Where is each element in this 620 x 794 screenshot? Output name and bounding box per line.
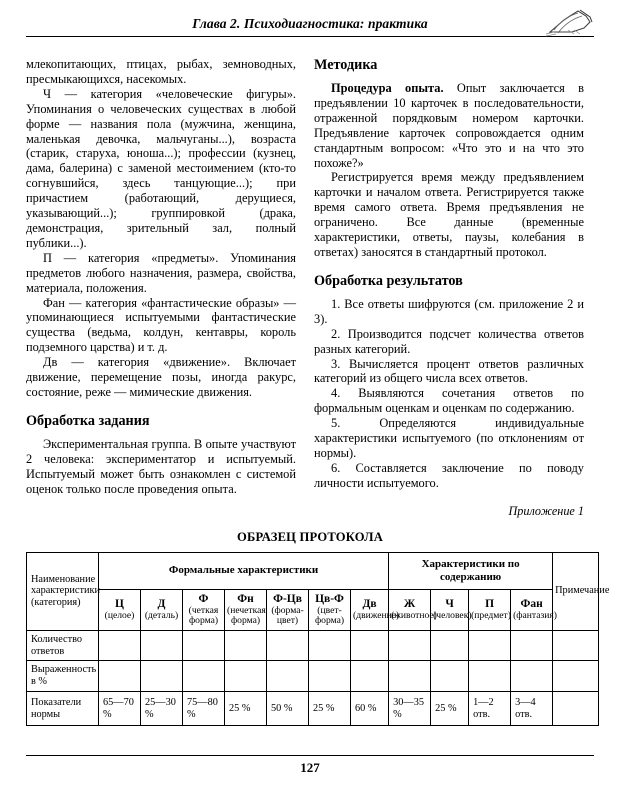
cell [267, 661, 309, 692]
cell: 50 % [267, 692, 309, 726]
page-footer [26, 755, 594, 776]
cell [469, 630, 511, 661]
column-code: Фн [237, 592, 254, 605]
hand-writing-icon [544, 8, 596, 38]
header-divider [26, 36, 594, 37]
paragraph: Экспериментальная группа. В опыте участвуют 2 человека: экспериментатор и испытуемый. Испытуемый может быть ознакомлен с системой оценок только после проведения опыта. [26, 436, 296, 496]
cell [141, 630, 183, 661]
paragraph: Регистрируется время между предъявлением карточки и началом ответа. Регистрируется также время самого ответа. Время предъявления не ограничено. Все данные (временные характеристики, ответы, паузы, колебания в ответах) заносятся в стандартный протокол. [314, 170, 584, 259]
cell [389, 661, 431, 692]
cell: 3—4 отв. [511, 692, 553, 726]
list-item: 6. Составляется заключение по поводу личности испытуемого. [314, 460, 584, 490]
list-item: 1. Все ответы шифруются (см. приложение 2 и 3). [314, 296, 584, 326]
column-name: (животное) [391, 609, 437, 621]
running-head: Глава 2. Психодиагностика: практика [192, 16, 428, 31]
paragraph: П — категория «предметы». Упоминания предметов любого назначения, размера, свойства, материала, положения. [26, 250, 296, 295]
cell: 25 % [309, 692, 351, 726]
cell [351, 661, 389, 692]
cell [309, 661, 351, 692]
cell: 30—35 % [389, 692, 431, 726]
header-cell-col-1 [141, 589, 183, 630]
cell [469, 661, 511, 692]
page-number: 127 [300, 760, 320, 775]
paragraph-lead: Процедура опыта. [331, 81, 444, 95]
list-item: 5. Определяются индивидуальные характеристики испытуемого (по отклонениям от нормы). [314, 416, 584, 460]
cell: 1—2 отв. [469, 692, 511, 726]
list-item: 4. Выявляются сочетания ответов по формальным оценкам и оценкам по содержанию. [314, 386, 584, 416]
cell: 25 % [225, 692, 267, 726]
column-code: Цв-Ф [315, 592, 344, 605]
header-cell-col-10 [511, 589, 557, 630]
cell [141, 661, 183, 692]
cell [511, 630, 553, 661]
cell [431, 630, 469, 661]
column-name: (цвет-форма) [314, 604, 345, 627]
list-item: 2. Производится подсчет количества ответов разных категорий. [314, 326, 584, 356]
cell: 25—30 % [141, 692, 183, 726]
paragraph: Ч — категория «человеческие фигуры». Упоминания о человеческих существах в любой форме — названия пола (мужчина, женщина, маленькая девочка, мальчуганы...), возраста (старик, старуха, юноша...); профессии (кузнец, дама, балерина) с заменой местоимением (кто-то согнувшийся, здесь танцующие...); при причастием (работающий, дерущиеся, указывающий...); группировкой (драка, демонстрация, зрительный зал, полный публики...). [26, 86, 296, 250]
cell [431, 661, 469, 692]
table-row [27, 630, 599, 661]
right-column [314, 57, 584, 519]
header-cell-col-4 [267, 589, 309, 630]
cell: 25 % [431, 692, 469, 726]
list-item: 3. Вычисляется процент ответов различных категорий из общего числа всех ответов. [314, 356, 584, 386]
left-column [26, 57, 296, 519]
column-code: Ж [403, 597, 416, 610]
row-label: Выраженность в % [27, 661, 99, 692]
body-columns [26, 57, 594, 519]
cell [389, 630, 431, 661]
section-heading-task-processing: Обработка задания [26, 412, 150, 429]
cell-note [553, 692, 599, 726]
row-label: Показатели нормы [27, 692, 99, 726]
column-code: Ф [198, 592, 209, 605]
cell [183, 661, 225, 692]
row-label: Количество ответов [27, 630, 99, 661]
column-code: Ц [115, 597, 124, 610]
column-code: Дв [362, 597, 377, 610]
column-name: (фантазия) [513, 609, 557, 621]
column-name: (целое) [104, 609, 135, 621]
header-cell-col-6 [351, 589, 400, 630]
header-cell-col-9 [469, 589, 511, 630]
paragraph: млекопитающих, птицах, рыбах, земноводных, пресмыкающихся, насекомых. [26, 57, 296, 86]
cell [511, 661, 553, 692]
protocol-table [26, 552, 610, 726]
column-name: (движение) [353, 609, 400, 621]
header-cell-col-3 [225, 589, 267, 630]
cell [99, 630, 141, 661]
column-name: (нечеткая форма) [227, 604, 266, 627]
table-header-row [27, 552, 599, 589]
cell [267, 630, 309, 661]
header-cell-formal-group: Формальные характеристики [99, 552, 389, 589]
column-code: Фан [520, 597, 543, 610]
header-cell-col-5 [309, 589, 351, 630]
cell [309, 630, 351, 661]
cell: 75—80 % [183, 692, 225, 726]
cell-note [553, 661, 599, 692]
column-code: Ф-Цв [273, 592, 302, 605]
table-row [27, 692, 599, 726]
cell [183, 630, 225, 661]
table-subheader-row [27, 589, 599, 630]
column-code: Д [157, 597, 166, 610]
section-heading-results-processing: Обработка результатов [314, 272, 463, 289]
paragraph: Дв — категория «движение». Включает движение, перемещение позы, иногда ракурс, состояние, реже — мимические движения. [26, 355, 296, 399]
cell [351, 630, 389, 661]
cell: 60 % [351, 692, 389, 726]
header-cell-col-2 [183, 589, 225, 630]
cell [225, 661, 267, 692]
paragraph: Фан — категория «фантастические образы» — упоминающиеся испытуемыми фантастические существа (ведьма, колдун, кентавры, король подземного царства) и т. д. [26, 295, 296, 355]
header-cell-note: Примечание [553, 552, 599, 630]
column-code: П [485, 597, 495, 610]
paragraph: Процедура опыта. Опыт заключается в предъявлении 10 карточек в последовательности, отраженной порядковым номером карточки. Предъявление карточек сопровождается одним стандартным вопросом: «Что это и на что это похоже?» [314, 81, 584, 170]
header-cell-category: Наименование характеристики (категория) [27, 552, 99, 630]
footer-divider [26, 755, 594, 756]
column-name: (предмет) [471, 609, 511, 621]
protocol-title: ОБРАЗЕЦ ПРОТОКОЛА [236, 529, 384, 544]
section-heading-method: Методика [314, 57, 378, 73]
column-name: (форма-цвет) [271, 604, 304, 627]
header-cell-content-group: Характеристики по содержанию [389, 552, 553, 589]
column-name: (деталь) [144, 609, 179, 621]
column-name: (четкая форма) [188, 604, 219, 627]
cell [225, 630, 267, 661]
cell-note [553, 630, 599, 661]
appendix-label: Приложение 1 [508, 503, 584, 518]
cell [99, 661, 141, 692]
column-name: (человек) [433, 609, 472, 621]
page-header [26, 14, 594, 48]
table-row [27, 661, 599, 692]
header-cell-col-0 [99, 589, 141, 630]
header-cell-col-8 [431, 589, 472, 630]
column-code: Ч [445, 597, 454, 610]
header-cell-col-7 [389, 589, 437, 630]
cell: 65—70 % [99, 692, 141, 726]
